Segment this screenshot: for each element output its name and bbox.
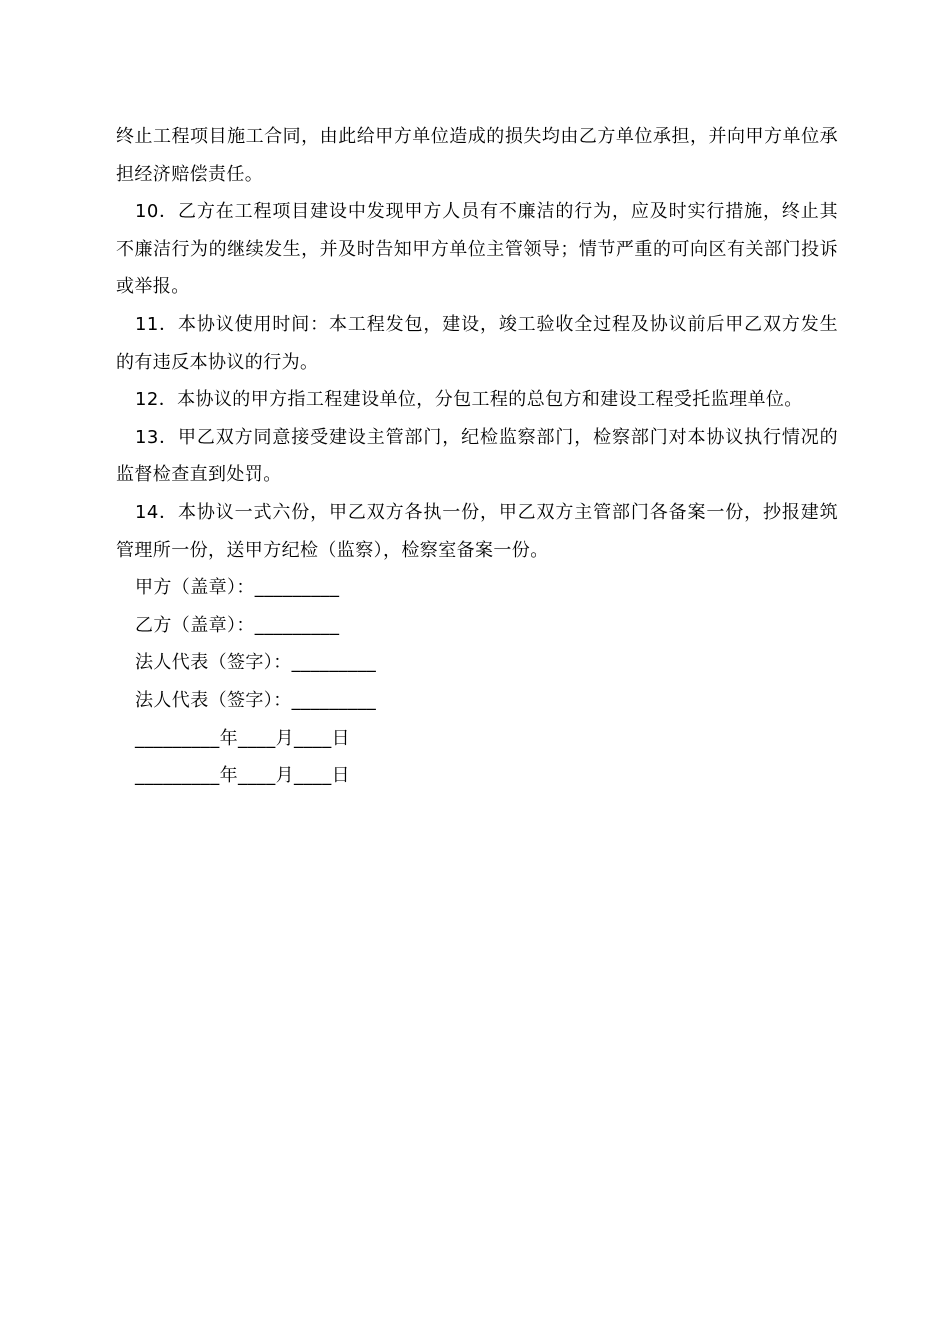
party-b-seal-line: 乙方（盖章）：_________ xyxy=(135,614,340,636)
paragraph-continuation: 终止工程项目施工合同，由此给甲方单位造成的损失均由乙方单位承担，并向甲方单位承担经济赔偿责任。 xyxy=(116,126,838,185)
clause-11: 11．本协议使用时间：本工程发包，建设，竣工验收全过程及协议前后甲乙双方发生的有违反本协议的行为。 xyxy=(116,313,838,373)
party-a-seal-line: 甲方（盖章）：_________ xyxy=(135,577,340,599)
legal-rep-a-signature-line: 法人代表（签字）：_________ xyxy=(135,652,377,674)
date-line-b: _________年____月____日 xyxy=(135,765,350,787)
document-body xyxy=(116,118,838,795)
legal-rep-b-signature-line: 法人代表（签字）：_________ xyxy=(135,689,377,711)
clause-14: 14．本协议一式六份，甲乙双方各执一份，甲乙双方主管部门各备案一份，抄报建筑管理所一份，送甲方纪检（监察），检察室备案一份。 xyxy=(116,501,838,561)
clause-10: 10．乙方在工程项目建设中发现甲方人员有不廉洁的行为，应及时实行措施，终止其不廉洁行为的继续发生，并及时告知甲方单位主管领导；情节严重的可向区有关部门投诉或举报。 xyxy=(116,201,838,298)
clause-13: 13．甲乙双方同意接受建设主管部门，纪检监察部门，检察部门对本协议执行情况的监督检查直到处罚。 xyxy=(116,426,838,486)
clause-12: 12．本协议的甲方指工程建设单位，分包工程的总包方和建设工程受托监理单位。 xyxy=(135,389,803,411)
date-line-a: _________年____月____日 xyxy=(135,727,350,749)
